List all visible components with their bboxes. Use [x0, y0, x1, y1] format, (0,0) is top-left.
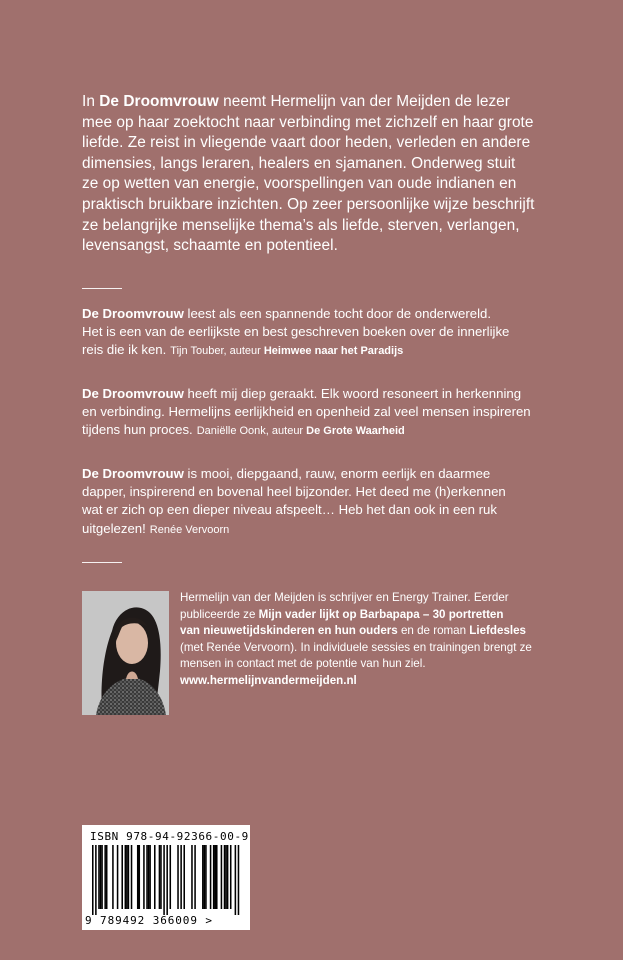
barcode-bars	[90, 845, 242, 917]
isbn-barcode	[82, 825, 250, 930]
barcode-bar	[235, 845, 237, 915]
barcode-bar	[98, 845, 100, 909]
barcode-bar	[230, 845, 232, 909]
barcode-bar	[225, 845, 227, 909]
barcode-bar	[92, 845, 94, 915]
barcode-bar	[126, 845, 128, 909]
barcode-bar	[100, 845, 102, 909]
barcode-bar	[238, 845, 240, 915]
barcode-bar	[139, 845, 141, 909]
barcode-bar	[125, 845, 127, 909]
barcode-bar	[177, 845, 179, 909]
barcode-bar	[160, 845, 162, 909]
intro-line: mee op haar zoektocht naar verbinding met zichzelf en haar grote	[82, 113, 534, 131]
barcode-bar	[180, 845, 182, 909]
intro-line: praktisch bruikbare inzichten. Op zeer persoonlijke wijze beschrijft	[82, 195, 535, 213]
isbn-label: ISBN 978-94-92366-00-9	[90, 830, 249, 843]
divider	[82, 288, 122, 289]
bio-book-title: Liefdesles	[469, 624, 527, 638]
author-website-link[interactable]: www.hermelijnvandermeijden.nl	[180, 673, 357, 687]
author-photo	[82, 591, 169, 715]
barcode-bar	[191, 845, 193, 909]
intro-line: dimensies, langs leraren, healers en sjamanen. Onderweg stuit	[82, 154, 516, 172]
barcode-bar	[131, 845, 133, 909]
author-portrait-image	[82, 591, 169, 715]
barcode-bar	[148, 845, 150, 909]
intro-line: ze op wetten van energie, voorspellingen van oude indianen en	[82, 175, 517, 193]
barcode-bar	[121, 845, 123, 909]
barcode-bar	[95, 845, 97, 915]
barcode-bar	[101, 845, 103, 909]
barcode-bar	[146, 845, 148, 909]
review-quote: De Droomvrouw leest als een spannende tocht door de onderwereld. Het is een van de eerlijkste en best geschreven boeken over de innerlijke reis die ik ken. Tijn Touber, auteur Heimwee naar het Paradijs	[82, 306, 510, 358]
author-bio: Hermelijn van der Meijden is schrijver en Energy Trainer. Eerder publiceerde ze Mijn vader lijkt op Barbapapa – 30 portretten van nieuwetijdskinderen en hun ouders en de roman Liefdesles (met Renée Vervoorn). In individuele sessies en trainingen brengt ze mensen in contact met de potentie van hun ziel. www.hermelijnvandermeijden.nl	[180, 591, 532, 687]
barcode-bar	[205, 845, 207, 909]
barcode-bar	[194, 845, 196, 909]
barcode-digits: 9 789492 366009 >	[85, 914, 213, 927]
intro-line: In De Droomvrouw neemt Hermelijn van der Meijden de lezer	[82, 93, 510, 110]
barcode-bar	[149, 845, 151, 909]
book-title: De Droomvrouw	[99, 93, 219, 110]
intro-paragraph	[82, 92, 552, 257]
barcode-bar	[104, 845, 106, 909]
barcode-bar	[137, 845, 139, 909]
barcode-bar	[112, 845, 114, 909]
review-quote: De Droomvrouw is mooi, diepgaand, rauw, enorm eerlijk en daarmee dapper, inspirerend en bovenal heel bijzonder. Het deed me (h)erkennen wat er zich op een dieper niveau afspeelt… Heb het dan ook in een ruk uitgelezen! Renée Vervoorn	[82, 466, 506, 536]
intro-line: ze belangrijke menselijke thema’s als liefde, sterven, verlangen,	[82, 216, 520, 234]
book-title: De Droomvrouw	[82, 306, 184, 321]
barcode-bar	[216, 845, 218, 909]
barcode-bar	[221, 845, 223, 909]
review-quote: De Droomvrouw heeft mij diep geraakt. Elk woord resoneert in herkenning en verbinding. Hermelijns eerlijkheid en openheid zal veel mensen inspireren tijdens hun proces. Daniëlle Oonk, auteur De Grote Waarheid	[82, 386, 531, 438]
barcode-bar	[166, 845, 168, 915]
barcode-bar	[204, 845, 206, 909]
quote-attribution: Tijn Touber, auteur Heimwee naar het Paradijs	[170, 345, 404, 358]
barcode-bar	[224, 845, 226, 909]
quote-attribution: Renée Vervoorn	[149, 523, 230, 536]
divider	[82, 562, 122, 563]
barcode-bar	[117, 845, 119, 909]
barcode-bar	[210, 845, 212, 909]
barcode-bar	[202, 845, 204, 909]
book-title: De Droomvrouw	[82, 466, 184, 481]
quote-attribution: Daniëlle Oonk, auteur De Grote Waarheid	[196, 425, 405, 438]
barcode-bar	[163, 845, 165, 915]
barcode-bar	[159, 845, 161, 909]
barcode-bar	[128, 845, 130, 909]
intro-line: liefde. Ze reist in vliegende vaart door heden, verleden en andere	[82, 134, 531, 152]
bio-book-title: van nieuwetijdskinderen en hun ouders	[180, 624, 398, 638]
book-title: De Droomvrouw	[82, 386, 184, 401]
barcode-bar	[214, 845, 216, 909]
barcode-bar	[143, 845, 145, 909]
barcode-bar	[213, 845, 215, 909]
bio-book-title: Mijn vader lijkt op Barbapapa – 30 portretten	[258, 607, 504, 621]
attribution-book: De Grote Waarheid	[306, 425, 405, 438]
barcode-bar	[183, 845, 185, 909]
barcode-bar	[106, 845, 108, 909]
barcode-bar	[170, 845, 172, 909]
barcode-bar	[154, 845, 156, 909]
attribution-book: Heimwee naar het Paradijs	[263, 345, 404, 358]
intro-line: levensangst, schaamte en potentieel.	[82, 237, 338, 255]
barcode-bar	[227, 845, 229, 909]
